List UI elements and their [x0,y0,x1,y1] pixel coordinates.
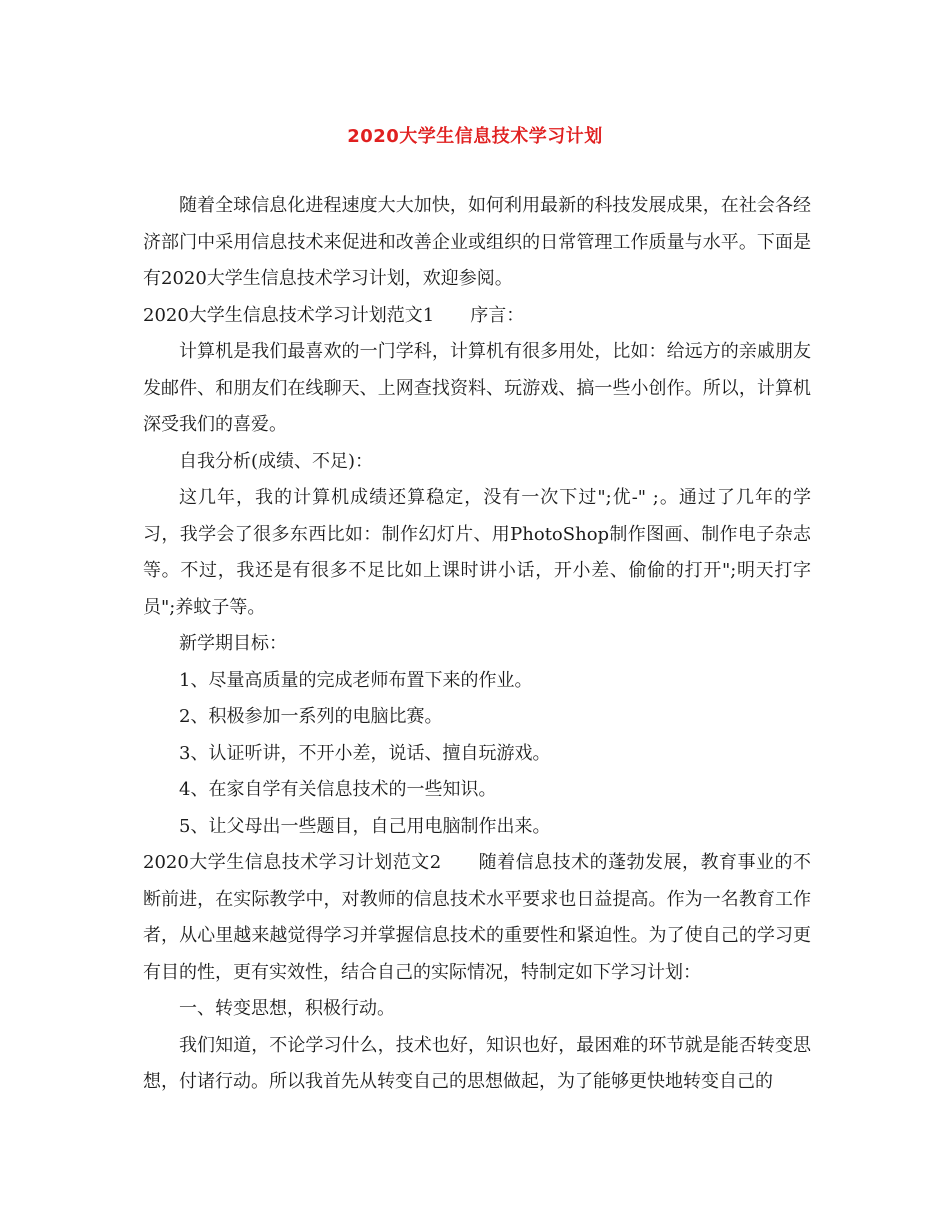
section-heading: 2020大学生信息技术学习计划范文2 随着信息技术的蓬勃发展，教育事业的不断前进，在实际教学中，对教师的信息技术水平要求也日益提高。作为一名教育工作者，从心里越来越觉得学习并掌握信息技术的重要性和紧迫性。为了使自己的学习更有目的性，更有实效性，结合自己的实际情况，特制定如下学习计划： [143,852,811,983]
document-body [143,188,811,1101]
list-item: 1、尽量高质量的完成老师布置下来的作业。 [179,669,533,691]
paragraph: 随着全球信息化进程速度大大加快，如何利用最新的科技发展成果，在社会各经济部门中采用信息技术来促进和改善企业或组织的日常管理工作质量与水平。下面是有2020大学生信息技术学习计划，欢迎参阅。 [143,195,811,289]
paragraph: 我们知道，不论学习什么，技术也好，知识也好，最困难的环节就是能否转变思想，付诸行动。所以我首先从转变自己的思想做起，为了能够更快地转变自己的 [143,1034,811,1092]
list-item: 3、认证听讲，不开小差，说话、擅自玩游戏。 [179,742,551,764]
paragraph: 计算机是我们最喜欢的一门学科，计算机有很多用处，比如：给远方的亲戚朋友发邮件、和朋友们在线聊天、上网查找资料、玩游戏、搞一些小创作。所以，计算机深受我们的喜爱。 [143,341,811,435]
document-title: 2020大学生信息技术学习计划 [347,126,603,147]
paragraph: 这几年，我的计算机成绩还算稳定，没有一次下过";优-" ;。通过了几年的学习，我学会了很多东西比如：制作幻灯片、用PhotoShop制作图画、制作电子杂志等。不过，我还是有很多不足比如上课时讲小话，开小差、偷偷的打开";明天打字员";养蚊子等。 [143,487,811,618]
paragraph: 新学期目标： [179,633,287,654]
paragraph: 一、转变思想，积极行动。 [179,998,395,1019]
list-item: 2、积极参加一系列的电脑比赛。 [179,706,443,727]
section-heading: 2020大学生信息技术学习计划范文1 序言： [143,304,525,326]
list-item: 4、在家自学有关信息技术的一些知识。 [179,779,497,800]
paragraph: 自我分析(成绩、不足)： [179,450,374,472]
list-item: 5、让父母出一些题目，自己用电脑制作出来。 [179,815,551,837]
